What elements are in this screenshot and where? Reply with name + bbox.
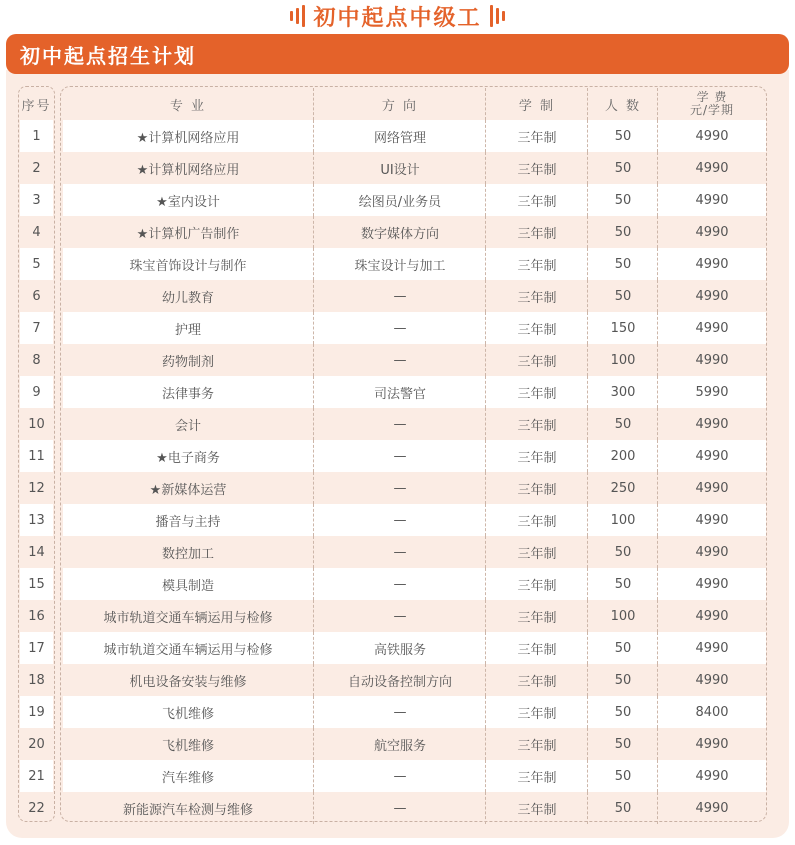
table-cell-major: 护理 xyxy=(63,312,313,344)
section-banner xyxy=(6,34,789,74)
table-cell-count: 50 xyxy=(587,696,658,728)
table-cell-system: 三年制 xyxy=(485,152,588,184)
table-cell-system: 三年制 xyxy=(485,440,588,472)
table-cell-direction: — xyxy=(313,792,486,824)
table-cell-major: 药物制剂 xyxy=(161,354,214,370)
table-cell-system: 三年制 xyxy=(485,536,588,568)
table-cell-direction: 司法警官 xyxy=(313,376,486,408)
table-cell-system: 三年制 xyxy=(485,120,588,152)
table-cell-count: 150 xyxy=(587,312,658,344)
table-cell-direction: — xyxy=(313,472,486,504)
section-title: 初中起点招生计划 xyxy=(20,43,196,68)
table-cell-direction: 航空服务 xyxy=(313,728,486,760)
table-cell-count: 50 xyxy=(587,216,658,248)
table-cell-major: 新能源汽车检测与维修 xyxy=(122,802,253,818)
table-cell-system: 三年制 xyxy=(485,760,588,792)
table-cell-fee: 4990 xyxy=(657,248,766,280)
header-system: 学 制 xyxy=(485,88,588,120)
table-row xyxy=(18,216,777,248)
table-cell-index: 14 xyxy=(28,544,45,560)
table-cell-direction: — xyxy=(313,696,486,728)
table-cell-index: 3 xyxy=(20,184,53,216)
table-cell-index: 12 xyxy=(28,480,45,496)
page-title: 初中起点中级工 xyxy=(313,5,482,31)
table-cell-count: 50 xyxy=(587,408,658,440)
table-cell-direction: — xyxy=(313,504,486,536)
table-cell-direction: 数字媒体方向 xyxy=(313,216,486,248)
table-cell-index: 4 xyxy=(32,224,41,240)
table-cell-count: 50 xyxy=(587,280,658,312)
table-cell-count: 200 xyxy=(587,440,658,472)
table-cell-fee: 4990 xyxy=(657,312,766,344)
table-cell-fee: 4990 xyxy=(657,568,766,600)
table-cell-fee: 4990 xyxy=(657,472,766,504)
table-cell-direction: 自动设备控制方向 xyxy=(313,664,486,696)
table-cell-major: 城市轨道交通车辆运用与检修 xyxy=(63,632,313,664)
table-cell-index: 9 xyxy=(20,376,53,408)
table-cell-major: 会计 xyxy=(174,418,201,434)
table-cell-count: 50 xyxy=(587,632,658,664)
table-cell-direction: 高铁服务 xyxy=(313,632,486,664)
table-cell-fee: 4990 xyxy=(657,408,766,440)
table-cell-major: 珠宝首饰设计与制作 xyxy=(63,248,313,280)
table-cell-index: 13 xyxy=(20,504,53,536)
table-row xyxy=(18,344,777,376)
table-cell-direction: UI设计 xyxy=(313,152,486,184)
table-cell-fee: 4990 xyxy=(657,600,766,632)
table-cell-fee: 4990 xyxy=(657,152,766,184)
table-cell-major: ★计算机网络应用 xyxy=(63,120,313,152)
table-cell-count: 50 xyxy=(587,152,658,184)
table-cell-fee: 4990 xyxy=(657,216,766,248)
table-cell-major: 机电设备安装与维修 xyxy=(129,674,247,690)
table-cell-system: 三年制 xyxy=(485,792,588,824)
table-cell-direction: — xyxy=(313,568,486,600)
table-cell-index: 10 xyxy=(28,416,45,432)
table-cell-fee: 4990 xyxy=(657,536,766,568)
header-fee-line2: 元/学期 xyxy=(689,103,735,117)
table-row xyxy=(18,472,777,504)
table-cell-system: 三年制 xyxy=(485,728,588,760)
header-fee xyxy=(657,88,766,120)
table-cell-direction: — xyxy=(313,440,486,472)
header-direction: 方 向 xyxy=(313,88,486,120)
table-cell-direction: — xyxy=(313,760,486,792)
table-cell-index: 11 xyxy=(20,440,53,472)
table-cell-direction: 绘图员/业务员 xyxy=(313,184,486,216)
table-cell-fee: 4990 xyxy=(657,664,766,696)
table-cell-fee: 4990 xyxy=(657,280,766,312)
table-cell-major: 飞机维修 xyxy=(161,738,214,754)
table-row xyxy=(18,696,777,728)
table-cell-direction: 网络管理 xyxy=(313,120,486,152)
table-row xyxy=(18,600,777,632)
table-cell-major: ★电子商务 xyxy=(63,440,313,472)
table-cell-system: 三年制 xyxy=(485,600,588,632)
table-cell-count: 50 xyxy=(587,248,658,280)
table-row xyxy=(18,152,777,184)
table-cell-major: 数控加工 xyxy=(161,546,214,562)
table-cell-count: 50 xyxy=(587,120,658,152)
table-cell-index: 7 xyxy=(20,312,53,344)
table-cell-system: 三年制 xyxy=(485,408,588,440)
table-cell-fee: 4990 xyxy=(657,440,766,472)
table-cell-direction: 珠宝设计与加工 xyxy=(313,248,486,280)
table-cell-fee: 4990 xyxy=(657,344,766,376)
table-cell-index: 2 xyxy=(32,160,41,176)
table-cell-index: 17 xyxy=(20,632,53,664)
table-cell-major: ★计算机广告制作 xyxy=(136,226,240,242)
table-row xyxy=(18,664,777,696)
table-cell-system: 三年制 xyxy=(485,696,588,728)
table-cell-fee: 4990 xyxy=(657,728,766,760)
table-row xyxy=(18,440,777,472)
table-cell-index: 15 xyxy=(20,568,53,600)
table-cell-index: 20 xyxy=(28,736,45,752)
table-cell-system: 三年制 xyxy=(485,248,588,280)
table-cell-fee: 5990 xyxy=(657,376,766,408)
table-cell-index: 18 xyxy=(28,672,45,688)
table-row xyxy=(18,376,777,408)
enrollment-table-card xyxy=(6,70,789,838)
table-cell-index: 19 xyxy=(20,696,53,728)
table-cell-major: 播音与主持 xyxy=(63,504,313,536)
table-cell-index: 5 xyxy=(20,248,53,280)
table-row xyxy=(18,408,777,440)
table-cell-direction: — xyxy=(313,280,486,312)
table-cell-direction: — xyxy=(313,344,486,376)
table-row xyxy=(18,248,777,280)
right-decoration-bars xyxy=(490,5,505,27)
table-cell-fee: 4990 xyxy=(657,184,766,216)
table-cell-system: 三年制 xyxy=(485,376,588,408)
table-cell-direction: — xyxy=(313,408,486,440)
table-area xyxy=(18,84,777,826)
table-cell-direction: — xyxy=(313,536,486,568)
table-cell-count: 50 xyxy=(587,568,658,600)
table-cell-fee: 4990 xyxy=(657,760,766,792)
header-count: 人 数 xyxy=(587,88,658,120)
table-cell-major: 模具制造 xyxy=(63,568,313,600)
table-cell-fee: 4990 xyxy=(657,792,766,824)
table-row xyxy=(18,184,777,216)
table-cell-system: 三年制 xyxy=(485,184,588,216)
table-cell-major: 城市轨道交通车辆运用与检修 xyxy=(103,610,273,626)
table-cell-count: 50 xyxy=(587,760,658,792)
table-cell-index: 8 xyxy=(32,352,41,368)
table-cell-system: 三年制 xyxy=(485,568,588,600)
table-cell-system: 三年制 xyxy=(485,472,588,504)
table-cell-major: 汽车维修 xyxy=(63,760,313,792)
table-cell-count: 100 xyxy=(587,344,658,376)
table-row xyxy=(18,504,777,536)
table-row xyxy=(18,312,777,344)
table-cell-count: 100 xyxy=(587,504,658,536)
table-cell-system: 三年制 xyxy=(485,504,588,536)
table-row xyxy=(18,792,777,824)
page-title-bar xyxy=(0,0,795,32)
table-cell-fee: 8400 xyxy=(657,696,766,728)
table-row xyxy=(18,632,777,664)
table-cell-major: 幼儿教育 xyxy=(161,290,214,306)
table-cell-index: 16 xyxy=(28,608,45,624)
table-cell-count: 50 xyxy=(587,536,658,568)
table-cell-system: 三年制 xyxy=(485,632,588,664)
table-row xyxy=(18,728,777,760)
table-row xyxy=(18,568,777,600)
header-major: 专 业 xyxy=(169,98,207,114)
table-cell-system: 三年制 xyxy=(485,312,588,344)
table-row xyxy=(18,760,777,792)
table-cell-count: 100 xyxy=(587,600,658,632)
table-cell-major: ★室内设计 xyxy=(63,184,313,216)
table-cell-direction: — xyxy=(313,312,486,344)
table-row xyxy=(18,536,777,568)
table-cell-fee: 4990 xyxy=(657,120,766,152)
table-cell-system: 三年制 xyxy=(485,664,588,696)
table-cell-major: ★新媒体运营 xyxy=(149,482,227,498)
table-cell-fee: 4990 xyxy=(657,504,766,536)
header-fee-line1: 学 费 xyxy=(696,90,728,104)
header-index: 序号 xyxy=(21,98,52,114)
table-cell-index: 1 xyxy=(20,120,53,152)
table-cell-count: 50 xyxy=(587,184,658,216)
table-cell-count: 50 xyxy=(587,728,658,760)
table-cell-major: 飞机维修 xyxy=(63,696,313,728)
table-cell-count: 50 xyxy=(587,792,658,824)
table-cell-index: 22 xyxy=(28,800,45,816)
table-cell-system: 三年制 xyxy=(485,216,588,248)
table-cell-fee: 4990 xyxy=(657,632,766,664)
table-cell-major: ★计算机网络应用 xyxy=(136,162,240,178)
table-row xyxy=(18,280,777,312)
table-cell-major: 法律事务 xyxy=(63,376,313,408)
table-row xyxy=(18,120,777,152)
table-cell-system: 三年制 xyxy=(485,280,588,312)
table-cell-count: 50 xyxy=(587,664,658,696)
left-decoration-bars xyxy=(290,5,305,27)
table-cell-index: 6 xyxy=(32,288,41,304)
table-cell-direction: — xyxy=(313,600,486,632)
table-cell-count: 300 xyxy=(587,376,658,408)
table-cell-count: 250 xyxy=(587,472,658,504)
table-cell-system: 三年制 xyxy=(485,344,588,376)
table-header-row xyxy=(18,88,777,120)
table-cell-index: 21 xyxy=(20,760,53,792)
